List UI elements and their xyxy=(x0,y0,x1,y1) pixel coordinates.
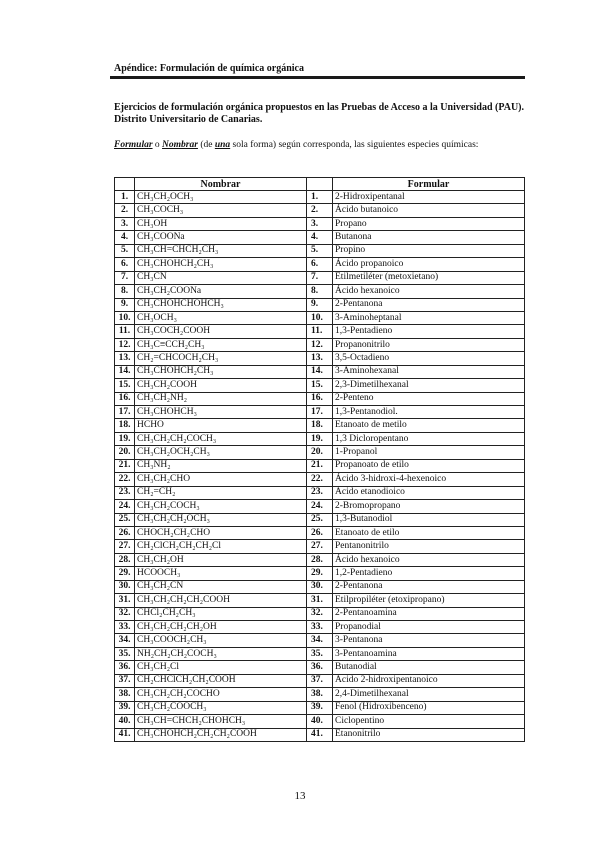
formula-cell: CH₃CHOHCH₂CH₃ xyxy=(135,258,307,271)
formula-cell: CH₃CH₂Cl xyxy=(135,661,307,674)
formula-cell: CH₃CH=CHCH₂CHOHCH₃ xyxy=(135,715,307,728)
row-number: 31. xyxy=(115,594,135,607)
formula-cell: CH₃CH₂CHO xyxy=(135,473,307,486)
name-cell: 3-Aminoheptanal xyxy=(333,311,525,324)
table-row xyxy=(115,365,525,378)
instruction-rest: sola forma) según corresponda, las siguientes especies químicas: xyxy=(230,140,479,150)
name-cell: Butanona xyxy=(333,231,525,244)
table-row xyxy=(115,352,525,365)
row-number: 29. xyxy=(115,567,135,580)
formula-cell: CH₃CH₂COONa xyxy=(135,285,307,298)
row-number-right: 10. xyxy=(307,311,333,324)
name-cell: Etilpropiléter (etoxipropano) xyxy=(333,594,525,607)
row-number: 24. xyxy=(115,500,135,513)
table-row xyxy=(115,688,525,701)
row-number-right: 13. xyxy=(307,352,333,365)
row-number: 33. xyxy=(115,621,135,634)
formula-cell: CH₃CH₂COOH xyxy=(135,379,307,392)
row-number: 9. xyxy=(115,298,135,311)
table-row xyxy=(115,285,525,298)
name-cell: 2-Penteno xyxy=(333,392,525,405)
name-cell: Fenol (Hidroxibenceno) xyxy=(333,701,525,714)
row-number-right: 24. xyxy=(307,500,333,513)
name-cell: 2-Pentanona xyxy=(333,580,525,593)
formula-cell: CH₃CH₂OCH₂CH₃ xyxy=(135,446,307,459)
row-number-right: 40. xyxy=(307,715,333,728)
formula-cell: CH₃CHOHCH₂CH₂CH₂COOH xyxy=(135,728,307,741)
row-number-right: 22. xyxy=(307,473,333,486)
name-cell: 1,3-Butanodiol xyxy=(333,513,525,526)
row-number-right: 18. xyxy=(307,419,333,432)
row-number-right: 8. xyxy=(307,285,333,298)
name-cell: 2,4-Dimetilhexanal xyxy=(333,688,525,701)
formula-cell: NH₂CH₂CH₂COCH₃ xyxy=(135,647,307,660)
formula-cell: CH₃CH₂CH₂CH₂OH xyxy=(135,621,307,634)
name-cell: Etilmetiléter (metoxietano) xyxy=(333,271,525,284)
row-number: 22. xyxy=(115,473,135,486)
name-cell: Etanonitrilo xyxy=(333,728,525,741)
header-blank-left xyxy=(115,178,135,191)
row-number: 27. xyxy=(115,540,135,553)
exercise-table xyxy=(114,177,525,742)
table-row xyxy=(115,191,525,204)
column-header-nombrar: Nombrar xyxy=(135,178,307,191)
intro-text: Ejercicios de formulación orgánica propuestos en las Pruebas de Acceso a la Universidad (PAU). Distrito Universitario de Canarias. xyxy=(114,102,524,125)
row-number: 25. xyxy=(115,513,135,526)
instruction-formular: Formular xyxy=(114,140,153,150)
table-row xyxy=(115,486,525,499)
row-number: 2. xyxy=(115,204,135,217)
table-row xyxy=(115,500,525,513)
name-cell: Etanoato de etilo xyxy=(333,526,525,539)
name-cell: 2-Hidroxipentanal xyxy=(333,191,525,204)
row-number: 30. xyxy=(115,580,135,593)
row-number: 26. xyxy=(115,526,135,539)
name-cell: 3-Pentanona xyxy=(333,634,525,647)
name-cell: 3,5-Octadieno xyxy=(333,352,525,365)
row-number-right: 27. xyxy=(307,540,333,553)
header-blank-mid xyxy=(307,178,333,191)
table-row xyxy=(115,567,525,580)
table-row xyxy=(115,406,525,419)
row-number: 10. xyxy=(115,311,135,324)
formula-cell: CH₃CH₂COOCH₃ xyxy=(135,701,307,714)
name-cell: Ácido 2-hidroxipentanoico xyxy=(333,674,525,687)
name-cell: 3-Pentanoamina xyxy=(333,647,525,660)
row-number: 4. xyxy=(115,231,135,244)
row-number: 8. xyxy=(115,285,135,298)
row-number-right: 21. xyxy=(307,459,333,472)
row-number-right: 7. xyxy=(307,271,333,284)
row-number: 14. xyxy=(115,365,135,378)
name-cell: 2-Pentanoamina xyxy=(333,607,525,620)
row-number-right: 5. xyxy=(307,244,333,257)
name-cell: 2-Bromopropano xyxy=(333,500,525,513)
row-number-right: 16. xyxy=(307,392,333,405)
formula-cell: CH₃CH₂CH₂COCHO xyxy=(135,688,307,701)
table-row xyxy=(115,661,525,674)
table-row xyxy=(115,338,525,351)
formula-cell: CH₃CHOHCH₃ xyxy=(135,406,307,419)
instruction-una: una xyxy=(214,140,231,150)
name-cell: 2-Pentanona xyxy=(333,298,525,311)
row-number: 17. xyxy=(115,406,135,419)
row-number: 34. xyxy=(115,634,135,647)
name-cell: Ácido 3-hidroxi-4-hexenoico xyxy=(333,473,525,486)
row-number-right: 25. xyxy=(307,513,333,526)
table-row xyxy=(115,728,525,741)
row-number-right: 6. xyxy=(307,258,333,271)
name-cell: 1,3-Pentadieno xyxy=(333,325,525,338)
name-cell: Ácido etanodioico xyxy=(333,486,525,499)
table-header-row xyxy=(115,178,525,191)
row-number: 11. xyxy=(115,325,135,338)
row-number: 16. xyxy=(115,392,135,405)
name-cell: 3-Aminohexanal xyxy=(333,365,525,378)
instruction-mid: (de xyxy=(197,140,215,150)
formula-cell: CH₃CH₂NH₂ xyxy=(135,392,307,405)
instruction-text xyxy=(114,140,524,151)
row-number: 7. xyxy=(115,271,135,284)
header-rule xyxy=(110,76,525,79)
instruction-o: o xyxy=(152,140,163,150)
table-row xyxy=(115,271,525,284)
row-number-right: 23. xyxy=(307,486,333,499)
formula-cell: CH₃C≡CCH₂CH₃ xyxy=(135,338,307,351)
row-number-right: 26. xyxy=(307,526,333,539)
formula-cell: CH₃CHOHCH₂CH₃ xyxy=(135,365,307,378)
name-cell: Ciclopentino xyxy=(333,715,525,728)
formula-cell: CH₃NH₂ xyxy=(135,459,307,472)
table-row xyxy=(115,701,525,714)
table-row xyxy=(115,607,525,620)
page-number: 13 xyxy=(294,790,306,802)
row-number-right: 19. xyxy=(307,432,333,445)
name-cell: 1,3 Dicloropentano xyxy=(333,432,525,445)
table-row xyxy=(115,231,525,244)
table-row xyxy=(115,459,525,472)
name-cell: Etanoato de metilo xyxy=(333,419,525,432)
table-row xyxy=(115,473,525,486)
row-number-right: 15. xyxy=(307,379,333,392)
instruction-nombrar: Nombrar xyxy=(162,140,198,150)
table-row xyxy=(115,647,525,660)
row-number-right: 11. xyxy=(307,325,333,338)
name-cell: Propano xyxy=(333,217,525,230)
name-cell: Ácido propanoico xyxy=(333,258,525,271)
row-number: 38. xyxy=(115,688,135,701)
row-number: 13. xyxy=(115,352,135,365)
formula-cell: HCHO xyxy=(135,419,307,432)
formula-cell: CH₃CH₂OH xyxy=(135,553,307,566)
formula-cell: CH₂CHClCH₂CH₂COOH xyxy=(135,674,307,687)
formula-cell: CH₃CHOHCHOHCH₃ xyxy=(135,298,307,311)
name-cell: Butanodial xyxy=(333,661,525,674)
row-number-right: 39. xyxy=(307,701,333,714)
name-cell: Propanodial xyxy=(333,621,525,634)
row-number-right: 33. xyxy=(307,621,333,634)
row-number: 28. xyxy=(115,553,135,566)
row-number-right: 31. xyxy=(307,594,333,607)
formula-cell: CH₃CH₂CN xyxy=(135,580,307,593)
formula-cell: CH₃CH=CHCH₂CH₃ xyxy=(135,244,307,257)
formula-cell: CH₃COCH₂COOH xyxy=(135,325,307,338)
page-header: Apéndice: Formulación de química orgánica xyxy=(114,63,304,74)
row-number-right: 20. xyxy=(307,446,333,459)
row-number: 6. xyxy=(115,258,135,271)
row-number: 36. xyxy=(115,661,135,674)
table-row xyxy=(115,392,525,405)
row-number: 20. xyxy=(115,446,135,459)
table-row xyxy=(115,526,525,539)
table-row xyxy=(115,258,525,271)
table-row xyxy=(115,432,525,445)
row-number: 32. xyxy=(115,607,135,620)
name-cell: 1-Propanol xyxy=(333,446,525,459)
row-number: 15. xyxy=(115,379,135,392)
formula-cell: CH₃COONa xyxy=(135,231,307,244)
table-body xyxy=(115,191,525,742)
row-number-right: 36. xyxy=(307,661,333,674)
row-number-right: 37. xyxy=(307,674,333,687)
table-row xyxy=(115,446,525,459)
row-number: 12. xyxy=(115,338,135,351)
table-row xyxy=(115,244,525,257)
formula-cell: CH₂ClCH₂CH₂CH₂Cl xyxy=(135,540,307,553)
row-number: 23. xyxy=(115,486,135,499)
row-number: 39. xyxy=(115,701,135,714)
name-cell: Ácido hexanoico xyxy=(333,285,525,298)
formula-cell: CH₃CN xyxy=(135,271,307,284)
row-number-right: 28. xyxy=(307,553,333,566)
table-row xyxy=(115,325,525,338)
row-number: 19. xyxy=(115,432,135,445)
table-row xyxy=(115,553,525,566)
row-number: 40. xyxy=(115,715,135,728)
formula-cell: CH₃CH₂COCH₃ xyxy=(135,500,307,513)
formula-cell: CH₃OCH₃ xyxy=(135,311,307,324)
row-number: 37. xyxy=(115,674,135,687)
row-number: 21. xyxy=(115,459,135,472)
formula-cell: CHCl₂CH₂CH₃ xyxy=(135,607,307,620)
name-cell: Ácido hexanoico xyxy=(333,553,525,566)
row-number-right: 41. xyxy=(307,728,333,741)
row-number: 1. xyxy=(115,191,135,204)
name-cell: Pentanonitrilo xyxy=(333,540,525,553)
table-row xyxy=(115,419,525,432)
formula-cell: CH₃CH₂OCH₃ xyxy=(135,191,307,204)
table-row xyxy=(115,594,525,607)
table-row xyxy=(115,217,525,230)
row-number-right: 1. xyxy=(307,191,333,204)
table-row xyxy=(115,580,525,593)
name-cell: Ácido butanoico xyxy=(333,204,525,217)
formula-cell: CH₃CH₂CH₂COCH₃ xyxy=(135,432,307,445)
formula-cell: CH₃CH₂CH₂OCH₃ xyxy=(135,513,307,526)
table-row xyxy=(115,298,525,311)
row-number-right: 32. xyxy=(307,607,333,620)
formula-cell: CH₂=CHCOCH₂CH₃ xyxy=(135,352,307,365)
table-row xyxy=(115,204,525,217)
name-cell: Propanoato de etilo xyxy=(333,459,525,472)
row-number-right: 34. xyxy=(307,634,333,647)
row-number-right: 12. xyxy=(307,338,333,351)
table-row xyxy=(115,674,525,687)
row-number-right: 17. xyxy=(307,406,333,419)
row-number: 5. xyxy=(115,244,135,257)
row-number: 35. xyxy=(115,647,135,660)
formula-cell: CH₂=CH₂ xyxy=(135,486,307,499)
name-cell: 1,2-Pentadieno xyxy=(333,567,525,580)
table-row xyxy=(115,715,525,728)
row-number-right: 30. xyxy=(307,580,333,593)
formula-cell: CH₃OH xyxy=(135,217,307,230)
row-number: 41. xyxy=(115,728,135,741)
formula-cell: HCOOCH₃ xyxy=(135,567,307,580)
row-number-right: 29. xyxy=(307,567,333,580)
name-cell: Propanonitrilo xyxy=(333,338,525,351)
table-row xyxy=(115,540,525,553)
row-number-right: 2. xyxy=(307,204,333,217)
row-number-right: 14. xyxy=(307,365,333,378)
formula-cell: CH₃COCH₃ xyxy=(135,204,307,217)
table-row xyxy=(115,379,525,392)
table-row xyxy=(115,513,525,526)
row-number-right: 38. xyxy=(307,688,333,701)
formula-cell: CHOCH₂CH₂CHO xyxy=(135,526,307,539)
name-cell: 2,3-Dimetilhexanal xyxy=(333,379,525,392)
row-number: 3. xyxy=(115,217,135,230)
row-number-right: 4. xyxy=(307,231,333,244)
table-row xyxy=(115,621,525,634)
row-number-right: 35. xyxy=(307,647,333,660)
name-cell: 1,3-Pentanodiol. xyxy=(333,406,525,419)
table-row xyxy=(115,311,525,324)
column-header-formular: Formular xyxy=(333,178,525,191)
row-number: 18. xyxy=(115,419,135,432)
table-row xyxy=(115,634,525,647)
formula-cell: CH₃COOCH₂CH₃ xyxy=(135,634,307,647)
row-number-right: 9. xyxy=(307,298,333,311)
name-cell: Propino xyxy=(333,244,525,257)
formula-cell: CH₃CH₂CH₂CH₂COOH xyxy=(135,594,307,607)
row-number-right: 3. xyxy=(307,217,333,230)
